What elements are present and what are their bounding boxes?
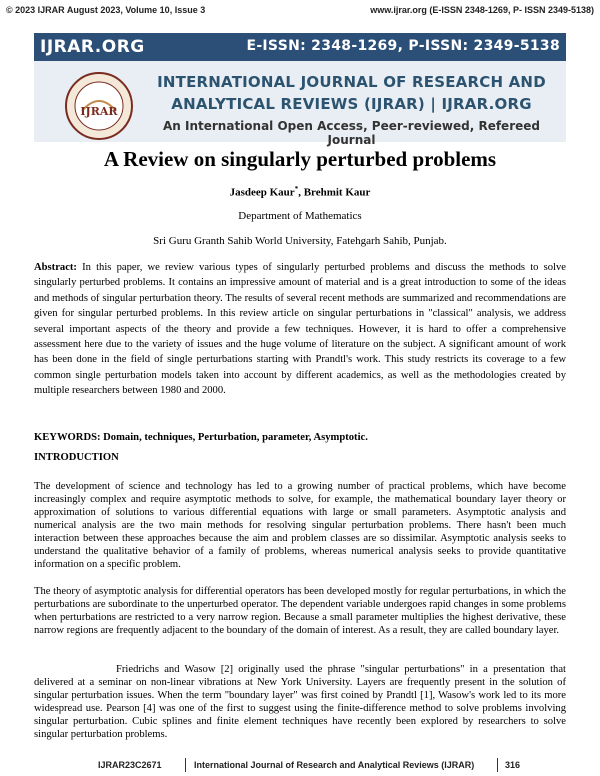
header-issue-info: © 2023 IJRAR August 2023, Volume 10, Issue 3 bbox=[6, 5, 206, 15]
footer-separator bbox=[497, 758, 498, 772]
paper-title: A Review on singularly perturbed problems bbox=[103, 147, 497, 171]
abstract-text: In this paper, we review various types of singularly perturbed problems and discuss the methods to solve singularly perturbed problems. It contains an impressive amount of material and is a great introduction to some of the ideas and methods of singular perturbation theory. The results of several recent methods are summarized and recommendations are given for singular perturbed problems. In this review article on singular perturbations in "classical" analysis, we address several important aspects of the theory and provide a few techniques. However, it is hard to offer a comprehensive assessment here due to the variety of issues and the huge volume of literature on the subject. A significant amount of work has been done in the field of single perturbations starting with Prandtl's work. This study restricts its coverage to a few common single perturbation models taken into account by different academics, as well as the methodologies created by multiple researchers between 1980 and 2000. bbox=[34, 262, 566, 397]
intro-paragraph-1: The development of science and technology has led to a growing number of practical problems, which have become increasingly complex and require asymptotic methods to solve, for example, the mathematical boundary layer theory or approximation of solutions to various differential equations with large or small parameters. Asymptotic analysis and numerical analysis are the two main methods for resolving singular perturbation problems. There hasn't been much interaction between these approaches because the aim and problem classes are so dissimilar. Asymptotic analysis seeks to understand the qualitative behavior of a family of problems, whereas numerical analysis seeks to provide quantitative information on a specific problem. bbox=[34, 481, 566, 570]
footer-page-number: 316 bbox=[505, 760, 521, 770]
footer-paper-id: IJRAR23C2671 bbox=[98, 760, 162, 770]
abstract bbox=[34, 260, 566, 399]
header-website-issn: www.ijrar.org (E-ISSN 2348-1269, P- ISSN 2349-5138) bbox=[370, 5, 594, 15]
keywords: KEYWORDS: Domain, techniques, Perturbation, parameter, Asymptotic. bbox=[34, 432, 368, 443]
ijrar-logo bbox=[64, 71, 134, 141]
footer-separator bbox=[185, 758, 186, 772]
banner-issn: E-ISSN: 2348-1269, P-ISSN: 2349-5138 bbox=[246, 38, 560, 54]
intro-paragraph-3-text: Friedrichs and Wasow [2] originally used the phrase "singular perturbations" in a presentation that delivered at a seminar on non-linear vibrations at New York University. Layers are frequently present in the solution of singular perturbation issues. When the term "boundary layer" was first coined by Prandtl [1], Wasow's work led to its more widespread use. Pearson [4] was one of the first to suggest using the finite-difference method to solve problems involving singular perturbation. Cubic splines and finite element techniques have recently been explored by researchers to solve singular perturbation problems. bbox=[34, 664, 566, 740]
introduction-heading: INTRODUCTION bbox=[34, 452, 119, 463]
author-1: Jasdeep Kaur bbox=[229, 186, 295, 199]
journal-tagline: An International Open Access, Peer-reviewed, Refereed Journal bbox=[163, 119, 540, 147]
intro-paragraph-2: The theory of asymptotic analysis for differential operators has been developed mostly for regular perturbations, in which the perturbations are subordinate to the unperturbed operator. The dependent variable undergoes rapid changes in some problems when perturbations are restricted to a very narrow region. Because a small parameter multiplies the highest derivative, these narrow regions are frequently adjacent to the boundary of the domain of interest. As a result, they are called boundary layer. bbox=[34, 586, 566, 636]
banner-bar bbox=[34, 33, 566, 61]
journal-banner bbox=[34, 33, 566, 147]
university: Sri Guru Granth Sahib World University, Fatehgarh Sahib, Punjab. bbox=[153, 235, 447, 247]
abstract-label: Abstract: bbox=[34, 262, 77, 273]
journal-title-line1: INTERNATIONAL JOURNAL OF RESEARCH AND bbox=[157, 73, 546, 91]
author-line bbox=[0, 185, 600, 199]
logo-text: IJRAR bbox=[80, 105, 118, 118]
footer-journal: International Journal of Research and Analytical Reviews (IJRAR) bbox=[194, 760, 475, 770]
journal-title-line2: ANALYTICAL REVIEWS (IJRAR) | IJRAR.ORG bbox=[171, 95, 532, 113]
department: Department of Mathematics bbox=[238, 210, 362, 222]
banner-site-name: IJRAR.ORG bbox=[40, 37, 145, 57]
page-footer bbox=[0, 758, 600, 772]
intro-paragraph-3 bbox=[34, 663, 566, 741]
corresponding-mark: * bbox=[294, 185, 299, 193]
running-header bbox=[6, 5, 594, 19]
author-2: , Brehmit Kaur bbox=[298, 186, 371, 199]
